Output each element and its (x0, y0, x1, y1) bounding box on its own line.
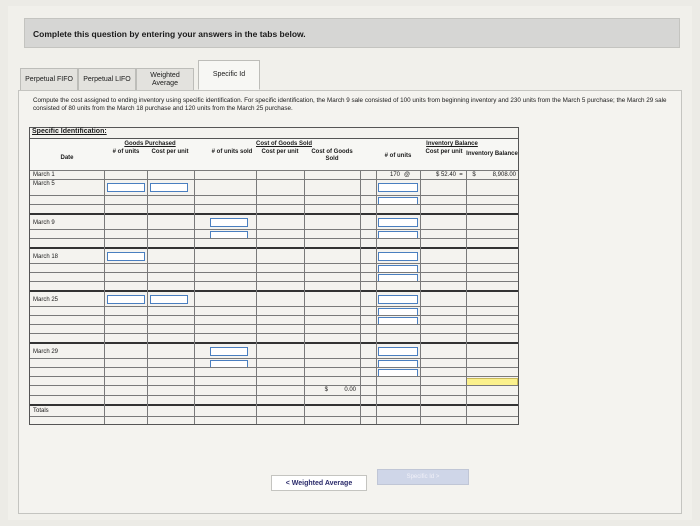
group-inventory-balance: Inventory Balance (426, 141, 478, 147)
dollar-sign: $ (472, 172, 476, 178)
next-tab-button[interactable]: Specific Id > (377, 469, 469, 485)
march5-inventory-units-input[interactable] (378, 183, 418, 192)
col-units-sold: # of units sold (211, 149, 253, 155)
question-panel (18, 90, 682, 514)
page (8, 6, 692, 520)
col-inventory-cost: Cost per unit (425, 149, 463, 155)
column-divider (304, 170, 305, 424)
row-date: March 29 (33, 349, 59, 355)
col-sold-cost: Cost per unit (261, 149, 299, 155)
row-date: March 1 (33, 172, 55, 178)
column-divider (104, 170, 105, 424)
table-title: Specific Identification: (30, 128, 518, 138)
cogs-total: 0.00 (344, 387, 356, 393)
table-body (30, 170, 518, 424)
specific-identification-table (29, 127, 519, 425)
column-divider (194, 170, 195, 424)
at-sign: @ (403, 172, 411, 178)
column-divider (147, 170, 148, 424)
march5-units-input[interactable] (107, 183, 145, 192)
instruction-banner: Complete this question by entering your answers in the tabs below. (24, 18, 680, 48)
cogs-dollar-sign: $ (324, 387, 328, 393)
col-inventory-balance: Inventory Balance (466, 151, 518, 157)
march18-inventory-units-input[interactable] (378, 252, 418, 261)
totals-label: Totals (33, 408, 49, 414)
march1-cost: $ 52.40 (435, 172, 456, 178)
group-cost-of-goods-sold: Cost of Goods Sold (256, 141, 312, 147)
column-divider (466, 170, 467, 424)
march29-inventory-units-input[interactable] (378, 347, 418, 356)
equals-sign: = (459, 172, 463, 178)
march25-units-input[interactable] (107, 295, 145, 304)
march25-inventory-units-input[interactable] (378, 295, 418, 304)
tab-perpetual-lifo[interactable]: Perpetual LIFO (78, 68, 136, 90)
row-date: March 18 (33, 254, 59, 260)
march18-units-input[interactable] (107, 252, 145, 261)
march25-cost-input[interactable] (150, 295, 188, 304)
column-divider (256, 170, 257, 424)
march1-balance: 8,908.00 (492, 172, 516, 178)
row-date: March 25 (33, 297, 59, 303)
march1-units: 170 (389, 172, 400, 178)
col-inventory-units: # of units (384, 153, 412, 159)
column-divider (420, 170, 421, 424)
tab-perpetual-fifo[interactable]: Perpetual FIFO (20, 68, 78, 90)
question-text: Compute the cost assigned to ending inventory using specific identification. For specific identification, the March 9 sale consisted of 100 units from beginning inventory and 230 units from the March 5 purchase; the March 29 sale consisted of 80 units from the March 18 purchase and 120 units from the March 25 purchase. (33, 97, 667, 112)
tab-specific-id[interactable]: Specific Id (198, 60, 260, 90)
table-header (30, 138, 518, 170)
previous-tab-button[interactable]: < Weighted Average (271, 475, 367, 491)
march29-units-sold-input[interactable] (210, 347, 248, 356)
col-purchased-cost: Cost per unit (151, 149, 189, 155)
col-cost-of-goods-sold: Cost of Goods Sold (311, 149, 353, 162)
row-date: March 5 (33, 181, 55, 187)
column-divider (360, 170, 361, 424)
march9-units-sold-input[interactable] (210, 218, 248, 227)
col-date: Date (60, 155, 74, 161)
tab-bar (20, 60, 260, 90)
group-goods-purchased: Goods Purchased (124, 141, 176, 147)
tab-weighted-average[interactable]: Weighted Average (136, 68, 194, 90)
column-divider (376, 170, 377, 424)
row-date: March 9 (33, 220, 55, 226)
col-purchased-units: # of units (112, 149, 140, 155)
march5-cost-input[interactable] (150, 183, 188, 192)
march9-inventory-units-input[interactable] (378, 218, 418, 227)
